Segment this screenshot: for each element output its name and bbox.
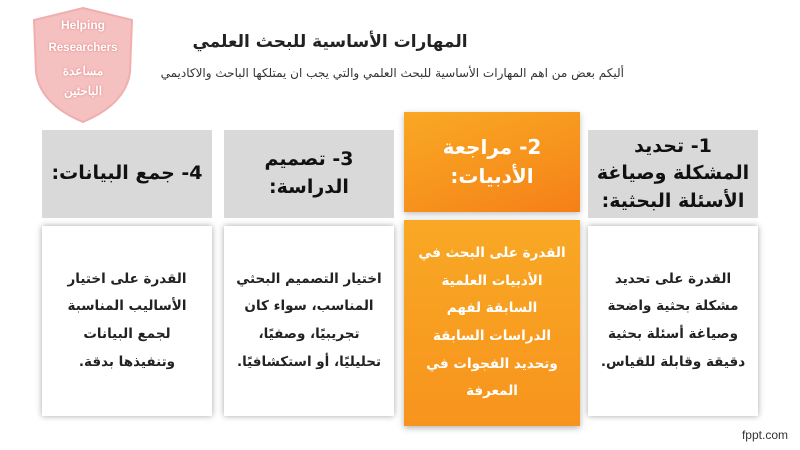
skill-card-heading: 2- مراجعة الأدبيات: bbox=[404, 112, 580, 212]
skill-card-heading: 4- جمع البيانات: bbox=[42, 130, 212, 218]
skill-card-text: القدرة على البحث في الأدبيات العلمية السابقة لفهم الدراسات السابقة وتحديد الفجوات في المعرفة bbox=[404, 220, 580, 426]
skill-card-text: القدرة على تحديد مشكلة بحثية واضحة وصياغة أسئلة بحثية دقيقة وقابلة للقياس. bbox=[588, 226, 758, 416]
skill-card-text: اختيار التصميم البحثي المناسب، سواء كان تجريبيًا، وصفيًا، تحليليًا، أو استكشافيًا. bbox=[224, 226, 394, 416]
skill-card-heading: 3- تصميم الدراسة: bbox=[224, 130, 394, 218]
page-subtitle: أليكم بعض من اهم المهارات الأساسية للبحث العلمي والتي يجب ان يمتلكها الباحث والاكاديمي bbox=[160, 66, 624, 80]
logo-line-3: مساعدة bbox=[62, 64, 104, 78]
footer-watermark: fppt.com bbox=[741, 428, 788, 442]
logo bbox=[30, 6, 136, 124]
logo-line-2: Researchers bbox=[48, 42, 118, 54]
skill-card-text: القدرة على اختيار الأساليب المناسبة لجمع البيانات وتنفيذها بدقة. bbox=[42, 226, 212, 416]
page-title: المهارات الأساسية للبحث العلمي bbox=[192, 32, 468, 52]
skill-card-heading: 1- تحديد المشكلة وصياغة الأسئلة البحثية: bbox=[588, 130, 758, 218]
logo-line-4: الباحثين bbox=[63, 84, 103, 98]
logo-line-1: Helping bbox=[61, 18, 105, 32]
